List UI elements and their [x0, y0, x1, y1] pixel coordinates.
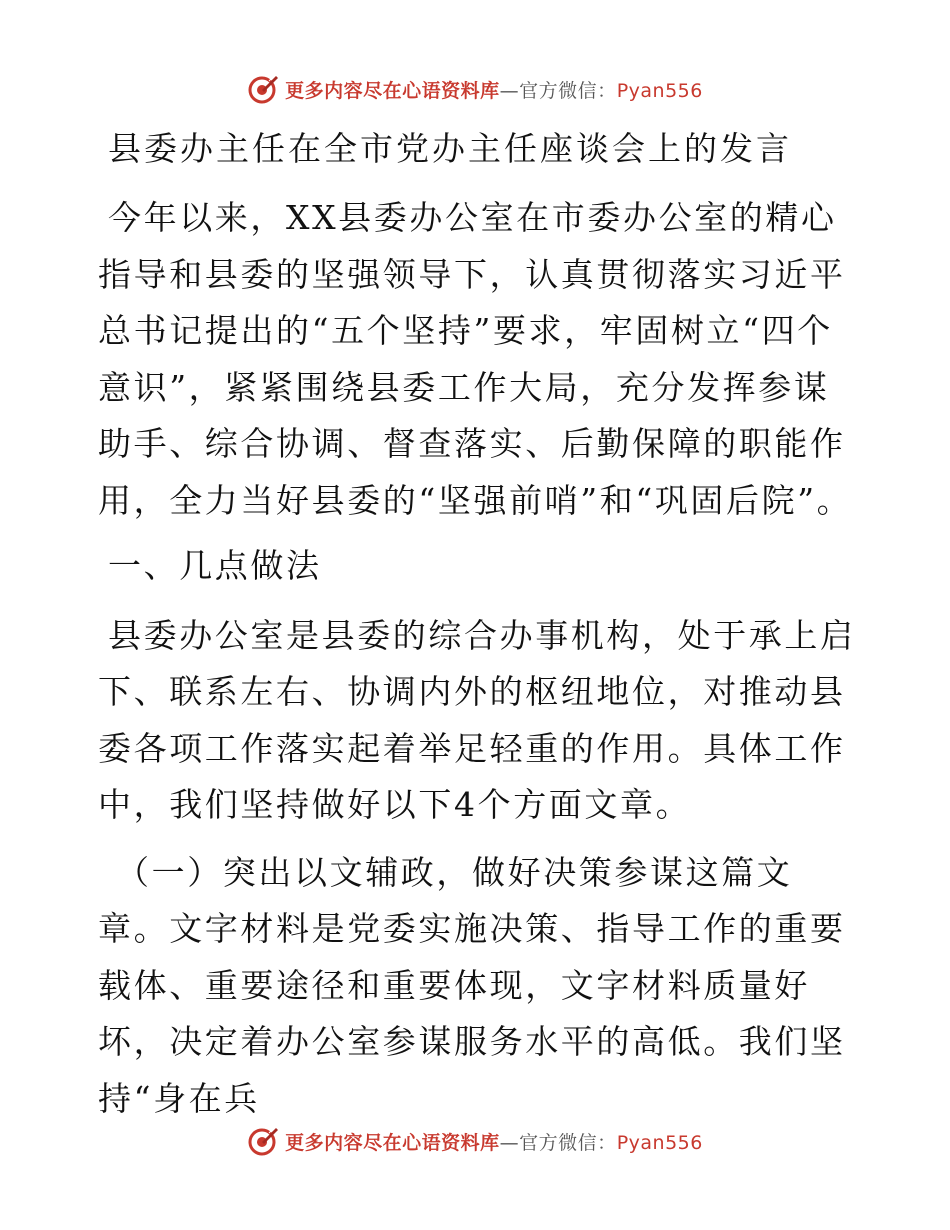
watermark-header [0, 72, 950, 106]
watermark-text: 更多内容尽在心语资料库—官方微信：Pyan556 [285, 1131, 703, 1154]
section-heading: 一、几点做法 [108, 546, 322, 585]
quill-seal-icon [247, 73, 279, 105]
watermark-footer [0, 1124, 950, 1158]
document-body [98, 124, 858, 1127]
paragraph-subsection: （一）突出以文辅政，做好决策参谋这篇文章。文字材料是党委实施决策、指导工作的重要载体、重要途径和重要体现，文字材料质量好坏，决定着办公室参谋服务水平的高低。我们坚持“身在兵 [98, 852, 846, 1118]
watermark-text: 更多内容尽在心语资料库—官方微信：Pyan556 [285, 79, 703, 102]
paragraph-intro: 今年以来，XX县委办公室在市委办公室的精心指导和县委的坚强领导下，认真贯彻落实习近平总书记提出的“五个坚持”要求，牢固树立“四个意识”，紧紧围绕县委工作大局，充分发挥参谋助手、综合协调、督查落实、后勤保障的职能作用，全力当好县委的“坚强前哨”和“巩固后院”。 [98, 198, 853, 520]
quill-seal-icon [247, 1125, 279, 1157]
document-title: 县委办主任在全市党办主任座谈会上的发言 [108, 129, 792, 168]
paragraph-body: 县委办公室是县委的综合办事机构，处于承上启下、联系左右、协调内外的枢纽地位，对推动县委各项工作落实起着举足轻重的作用。具体工作中，我们坚持做好以下4个方面文章。 [98, 615, 856, 824]
